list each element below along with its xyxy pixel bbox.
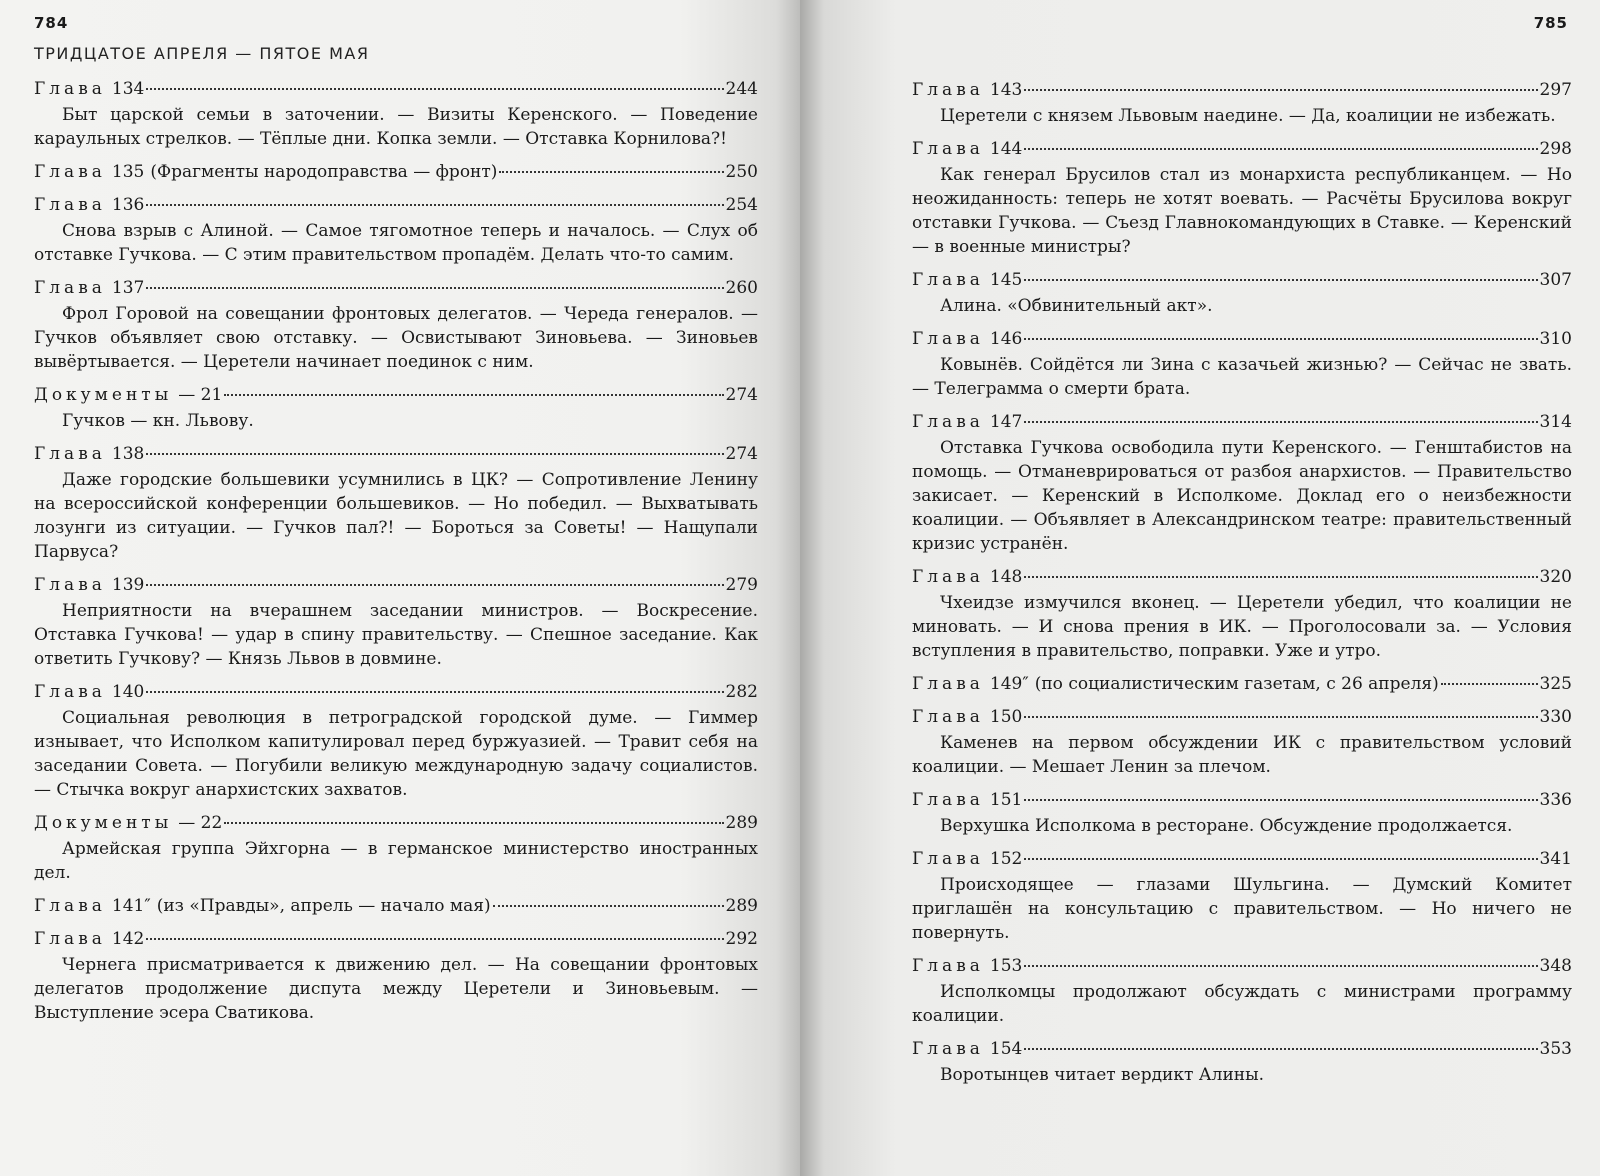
chapter-label: Глава: [912, 956, 984, 976]
dot-leader: [146, 451, 723, 455]
dot-leader: [1024, 87, 1537, 91]
toc-entry-line: [34, 383, 758, 407]
toc-entry-line: [912, 268, 1572, 292]
chapter-number: 139: [111, 575, 145, 595]
chapter-number: 140: [111, 682, 145, 702]
dot-leader: [146, 86, 723, 90]
chapter-page-number: 336: [1539, 790, 1572, 810]
chapter-summary: Происходящее — глазами Шульгина. — Думский Комитет приглашён на консультацию с правительством. — Но ничего не повернуть.: [912, 875, 1572, 943]
toc-entry-line: [912, 788, 1572, 812]
dot-leader: [1024, 856, 1537, 860]
toc-entry: [34, 77, 758, 151]
chapter-summary: Чернега присматривается к движению дел. — На совещании фронтовых делегатов продолжение диспута между Церетели и Зиновьевым. — Выступление эсера Сватикова.: [34, 955, 758, 1023]
chapter-page-number: 320: [1539, 567, 1572, 587]
toc-entry-line: [34, 77, 758, 101]
toc-entry-line: [34, 193, 758, 217]
chapter-page-number: 314: [1539, 412, 1572, 432]
dot-leader: [499, 169, 723, 173]
toc-entry-line: [34, 573, 758, 597]
chapter-summary: Ковынёв. Сойдётся ли Зина с казачьей жизнью? — Сейчас не звать. — Телеграмма о смерти брата.: [912, 355, 1572, 399]
toc-entry: [34, 927, 758, 1025]
dot-leader: [1024, 419, 1537, 423]
chapter-note: (из «Правды», апрель — начало мая): [156, 896, 491, 916]
chapter-note: (по социалистическим газетам, с 26 апреля): [1034, 674, 1439, 694]
chapter-summary: Воротынцев читает вердикт Алины.: [940, 1065, 1265, 1085]
chapter-label: Глава: [912, 1039, 984, 1059]
chapter-summary: Быт царской семьи в заточении. — Визиты Керенского. — Поведение караульных стрелков. — Тёплые дни. Копка земли. — Отставка Корнилова?!: [34, 105, 758, 149]
toc-entry: [912, 78, 1572, 128]
chapter-label: Глава: [912, 849, 984, 869]
chapter-page-number: 260: [725, 278, 758, 298]
toc-entry: [34, 276, 758, 374]
chapter-page-number: 325: [1539, 674, 1572, 694]
chapter-label: Глава: [34, 896, 106, 916]
chapter-page-number: 289: [725, 896, 758, 916]
toc-entry-line: [912, 410, 1572, 434]
chapter-number: 146: [989, 329, 1023, 349]
running-head: ТРИДЦАТОЕ АПРЕЛЯ — ПЯТОЕ МАЯ: [34, 44, 370, 63]
chapter-page-number: 297: [1539, 80, 1572, 100]
toc-entry-line: [34, 927, 758, 951]
chapter-page-number: 341: [1539, 849, 1572, 869]
toc-entry-line: [912, 705, 1572, 729]
chapter-label: Глава: [912, 790, 984, 810]
chapter-label: Глава: [912, 139, 984, 159]
chapter-summary: Фрол Горовой на совещании фронтовых делегатов. — Череда генералов. — Гучков объявляет свою отставку. — Освистывают Зиновьева. — Зиновьев вывёртывается. — Церетели начинает поединок с ним.: [34, 304, 758, 372]
chapter-number: 142: [111, 929, 145, 949]
chapter-page-number: 279: [725, 575, 758, 595]
toc-entry-line: [912, 954, 1572, 978]
chapter-number: 149″: [989, 674, 1029, 694]
chapter-label: Глава: [912, 707, 984, 727]
chapter-label: Глава: [34, 929, 106, 949]
chapter-number: 154: [989, 1039, 1023, 1059]
chapter-number: 136: [111, 195, 145, 215]
chapter-summary: Даже городские большевики усумнились в ЦК? — Сопротивление Ленину на всероссийской конференции большевиков. — Но победил. — Выхватывать лозунги из ситуации. — Гучков пал?! — Бороться за Советы! — Нащупали Парвуса?: [34, 470, 758, 562]
right-page: [800, 0, 1600, 1176]
chapter-page-number: 307: [1539, 270, 1572, 290]
chapter-summary: Чхеидзе измучился вконец. — Церетели убедил, что коалиции не миновать. — И снова прения в ИК. — Проголосовали за. — Условия вступления в правительство, поправки. Уже и утро.: [912, 593, 1572, 661]
toc-entry-line: [34, 811, 758, 835]
dot-leader: [1024, 963, 1537, 967]
dot-leader: [146, 936, 723, 940]
chapter-number: 141″: [111, 896, 151, 916]
chapter-page-number: 254: [725, 195, 758, 215]
dot-leader: [1024, 277, 1537, 281]
toc-entry-line: [912, 847, 1572, 871]
toc-entry: [34, 442, 758, 564]
page-number: 784: [34, 14, 69, 32]
chapter-summary: Неприятности на вчерашнем заседании министров. — Воскресение. Отставка Гучкова! — удар в спину правительству. — Спешное заседание. Как ответить Гучкову? — Князь Львов в довмине.: [34, 601, 758, 669]
chapter-label: Глава: [912, 674, 984, 694]
toc-entry-line: [912, 78, 1572, 102]
chapter-page-number: 292: [725, 929, 758, 949]
chapter-label: Глава: [912, 329, 984, 349]
chapter-page-number: 274: [725, 444, 758, 464]
chapter-page-number: 348: [1539, 956, 1572, 976]
chapter-number: 134: [111, 79, 145, 99]
chapter-summary: Каменев на первом обсуждении ИК с правительством условий коалиции. — Мешает Ленин за плечом.: [912, 733, 1572, 777]
dot-leader: [1024, 797, 1537, 801]
toc-entry: [912, 137, 1572, 259]
toc-entry: [912, 327, 1572, 401]
chapter-page-number: 310: [1539, 329, 1572, 349]
toc-entry: [912, 268, 1572, 318]
chapter-number: 151: [989, 790, 1023, 810]
chapter-page-number: 282: [725, 682, 758, 702]
dot-leader: [493, 903, 724, 907]
chapter-page-number: 289: [725, 813, 758, 833]
chapter-label: Глава: [34, 278, 106, 298]
chapter-summary: Церетели с князем Львовым наедине. — Да, коалиции не избежать.: [940, 106, 1556, 126]
chapter-summary: Гучков — кн. Львову.: [62, 411, 254, 431]
toc-entry: [34, 160, 758, 184]
chapter-label: Документы: [34, 385, 173, 405]
chapter-number: — 21: [178, 385, 223, 405]
chapter-number: 153: [989, 956, 1023, 976]
chapter-label: Документы: [34, 813, 173, 833]
chapter-summary: Исполкомцы продолжают обсуждать с министрами программу коалиции.: [912, 982, 1572, 1026]
chapter-number: 147: [989, 412, 1023, 432]
toc-list: [34, 77, 758, 1025]
toc-entry: [912, 847, 1572, 945]
dot-leader: [224, 392, 723, 396]
dot-leader: [146, 689, 723, 693]
chapter-label: Глава: [34, 162, 106, 182]
toc-list: [912, 78, 1572, 1087]
toc-entry-line: [34, 442, 758, 466]
chapter-page-number: 274: [725, 385, 758, 405]
chapter-number: 144: [989, 139, 1023, 159]
chapter-summary: Как генерал Брусилов стал из монархиста республиканцем. — Но неожиданность: теперь не хотят воевать. — Расчёты Брусилова вокруг отставки Гучкова. — Съезд Главнокомандующих в Ставке. — Керенский — в военные министры?: [912, 165, 1572, 257]
chapter-label: Глава: [34, 444, 106, 464]
toc-entry-line: [34, 894, 758, 918]
chapter-summary: Отставка Гучкова освободила пути Керенского. — Генштабистов на помощь. — Отманеврироваться от разбоя анархистов. — Правительство закисает. — Керенский в Исполкоме. Доклад его о неизбежности коалиции. — Объявляет в Александринском театре: правительственный кризис устранён.: [912, 438, 1572, 554]
toc-entry: [912, 672, 1572, 696]
toc-entry-line: [912, 137, 1572, 161]
toc-entry: [34, 383, 758, 433]
chapter-summary: Верхушка Исполкома в ресторане. Обсуждение продолжается.: [940, 816, 1513, 836]
toc-entry-line: [34, 276, 758, 300]
chapter-page-number: 353: [1539, 1039, 1572, 1059]
toc-entry: [34, 680, 758, 802]
dot-leader: [1024, 336, 1537, 340]
dot-leader: [146, 285, 723, 289]
chapter-label: Глава: [34, 575, 106, 595]
chapter-number: 148: [989, 567, 1023, 587]
toc-entry: [34, 894, 758, 918]
page-number: 785: [1533, 14, 1568, 32]
toc-entry: [912, 954, 1572, 1028]
toc-entry: [34, 573, 758, 671]
chapter-page-number: 298: [1539, 139, 1572, 159]
dot-leader: [1024, 146, 1537, 150]
toc-entry: [912, 410, 1572, 556]
chapter-number: 138: [111, 444, 145, 464]
dot-leader: [1441, 681, 1538, 685]
chapter-number: — 22: [178, 813, 223, 833]
chapter-label: Глава: [912, 270, 984, 290]
toc-entry: [34, 811, 758, 885]
dot-leader: [224, 820, 723, 824]
chapter-summary: Снова взрыв с Алиной. — Самое тягомотное теперь и началось. — Слух об отставке Гучкова. — С этим правительством пропадём. Делать что-то самим.: [34, 221, 758, 265]
chapter-number: 137: [111, 278, 145, 298]
toc-entry: [912, 705, 1572, 779]
chapter-page-number: 330: [1539, 707, 1572, 727]
chapter-number: 145: [989, 270, 1023, 290]
toc-entry: [912, 1037, 1572, 1087]
chapter-page-number: 244: [725, 79, 758, 99]
toc-entry: [912, 565, 1572, 663]
chapter-label: Глава: [912, 80, 984, 100]
dot-leader: [146, 202, 723, 206]
chapter-label: Глава: [34, 195, 106, 215]
toc-entry: [34, 193, 758, 267]
chapter-number: 152: [989, 849, 1023, 869]
chapter-number: 150: [989, 707, 1023, 727]
chapter-label: Глава: [34, 79, 106, 99]
chapter-page-number: 250: [725, 162, 758, 182]
toc-entry-line: [34, 160, 758, 184]
chapter-number: 135: [111, 162, 145, 182]
toc-entry-line: [912, 672, 1572, 696]
chapter-summary: Алина. «Обвинительный акт».: [940, 296, 1213, 316]
dot-leader: [1024, 714, 1537, 718]
toc-entry-line: [34, 680, 758, 704]
chapter-summary: Армейская группа Эйхгорна — в германское министерство иностранных дел.: [34, 839, 758, 883]
dot-leader: [1024, 574, 1537, 578]
chapter-label: Глава: [912, 412, 984, 432]
chapter-number: 143: [989, 80, 1023, 100]
chapter-label: Глава: [34, 682, 106, 702]
toc-entry: [912, 788, 1572, 838]
dot-leader: [146, 582, 723, 586]
toc-entry-line: [912, 327, 1572, 351]
toc-entry-line: [912, 565, 1572, 589]
chapter-note: (Фрагменты народоправства — фронт): [150, 162, 498, 182]
chapter-summary: Социальная революция в петроградской городской думе. — Гиммер изнывает, что Исполком капитулировал перед буржуазией. — Травит себя на заседании Совета. — Погубили великую международную задачу социалистов. — Стычка вокруг анархистских захватов.: [34, 708, 758, 800]
dot-leader: [1024, 1046, 1537, 1050]
chapter-label: Глава: [912, 567, 984, 587]
toc-entry-line: [912, 1037, 1572, 1061]
